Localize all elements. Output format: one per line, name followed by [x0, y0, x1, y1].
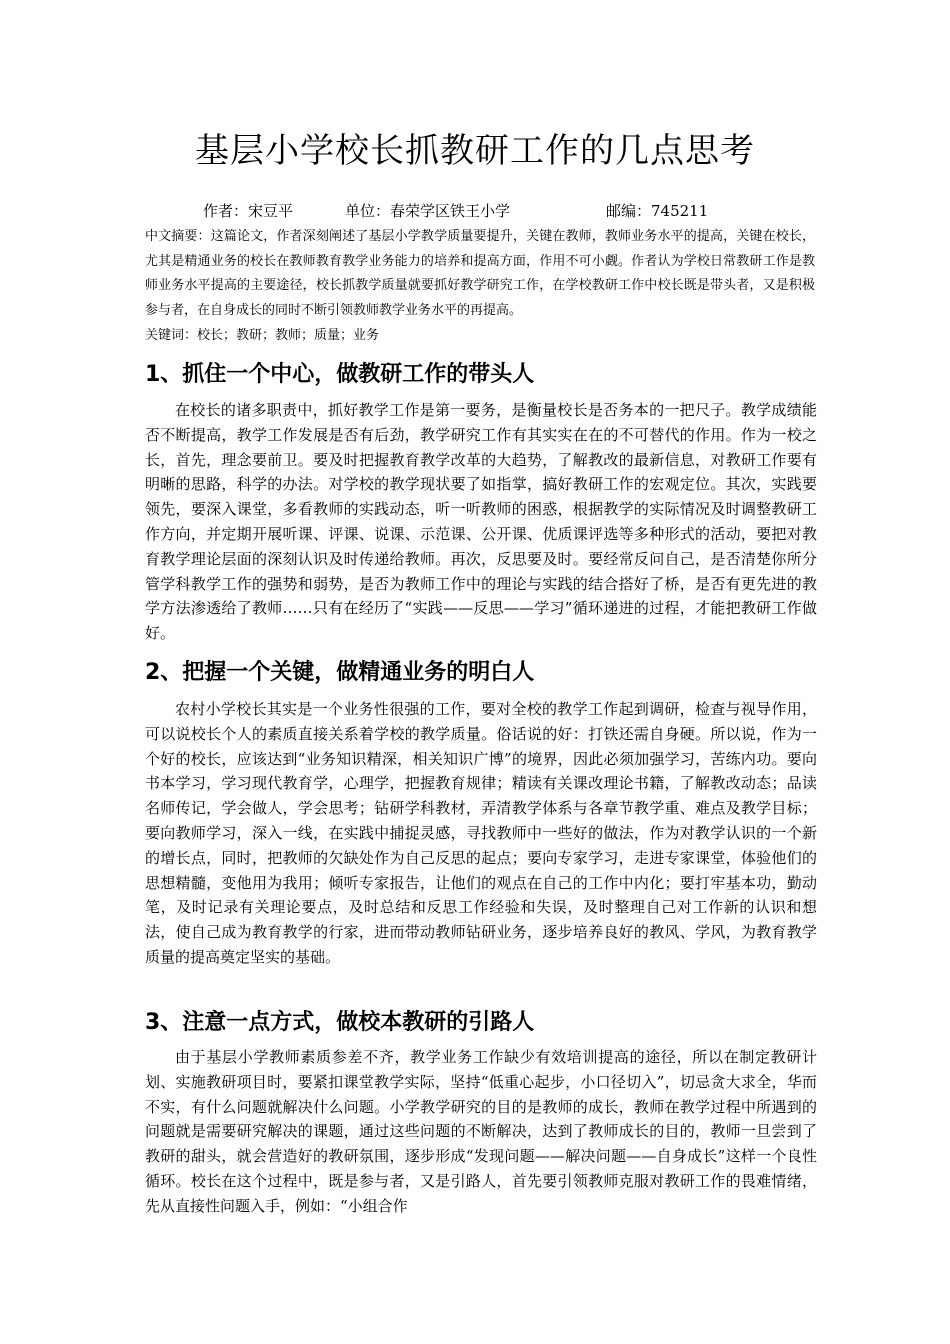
postcode-line: 邮编：745211 [606, 202, 709, 220]
abstract-paragraph: 中文摘要：这篇论文，作者深刻阐述了基层小学教学质量要提升，关键在教师，教师业务水平的提高，关键在校长，尤其是精通业务的校长在教师教育教学业务能力的培养和提高方面，作用不可小觑。作者认为学校日常教研工作是教师业务水平提高的主要途径，校长抓教学质量就要抓好教学研究工作，在学校教研工作中校长既是带头者，又是积极参与者，在自身成长的同时不断引领教师教学业务水平的再提高。 [145, 229, 815, 318]
section-2-heading: 2、把握一个关键，做精通业务的明白人 [145, 660, 535, 685]
section-3-body: 由于基层小学教师素质参差不齐，教学业务工作缺少有效培训提高的途径，所以在制定教研计划、实施教研项目时，要紧扣课堂教学实际，坚持“低重心起步，小口径切入”，切忌贪大求全，华而不实，有什么问题就解决什么问题。小学教学研究的目的是教师的成长，教师在教学过程中所遇到的问题就是需要研究解决的课题，通过这些问题的不断解决，达到了教师成长的目的，教师一旦尝到了教研的甜头，就会营造好的教研氛围，逐步形成“发现问题——解决问题——自身成长”这样一个良性循环。校长在这个过程中，既是参与者，又是引路人，首先要引领教师克服对教研工作的畏难情绪，先从直接性问题入手，例如：“小组合作 [145, 1048, 817, 1215]
section-1-heading: 1、抓住一个中心，做教研工作的带头人 [145, 362, 535, 387]
unit-line: 单位：春荣学区铁王小学 [345, 202, 511, 220]
keywords-line: 关键词：校长；教研；教师；质量；业务 [145, 328, 380, 343]
document-title: 基层小学校长抓教研工作的几点思考 [195, 131, 755, 171]
author-line: 作者：宋豆平 [203, 202, 294, 220]
section-1-body: 在校长的诸多职责中，抓好教学工作是第一要务，是衡量校长是否务本的一把尺子。教学成绩能否不断提高，教学工作发展是否有后劲，教学研究工作有其实实在在的不可替代的作用。作为一校之长，首先，理念要前卫。要及时把握教育教学改革的大趋势，了解教改的最新信息，对教研工作要有明晰的思路，科学的办法。对学校的教学现状要了如指掌，搞好教研工作的宏观定位。其次，实践要领先，要深入课堂，多看教师的实践动态，听一听教师的困惑，根据教学的实际情况及时调整教研工作方向，并定期开展听课、评课、说课、示范课、公开课、优质课评选等多种形式的活动，要把对教育教学理论层面的深刻认识及时传递给教师。再次，反思要及时。要经常反问自己，是否清楚你所分管学科教学工作的强势和弱势，是否为教师工作中的理论与实践的结合搭好了桥，是否有更先进的教学方法渗透给了教师……只有在经历了“实践——反思——学习”循环递进的过程，才能把教研工作做好。 [145, 401, 817, 643]
section-3-heading: 3、注意一点方式，做校本教研的引路人 [145, 1010, 535, 1035]
section-2-body: 农村小学校长其实是一个业务性很强的工作，要对全校的教学工作起到调研，检查与视导作用，可以说校长个人的素质直接关系着学校的教学质量。俗话说的好：打铁还需自身硬。所以说，作为一个好的校长，应该达到“业务知识精深，相关知识广博”的境界，因此必须加强学习，苦练内功。要向书本学习，学习现代教育学，心理学，把握教育规律；精读有关课改理论书籍，了解教改动态；品读名师传记，学会做人，学会思考；钻研学科教材，弄清教学体系与各章节教学重、难点及教学目标；要向教师学习，深入一线，在实践中捕捉灵感，寻找教师中一些好的做法，作为对教学认识的一个新的增长点，同时，把教师的欠缺处作为自己反思的起点；要向专家学习，走进专家课堂，体验他们的思想精髓，变他用为我用；倾听专家报告，让他们的观点在自己的工作中内化；要打牢基本功，勤动笔，及时记录有关理论要点，及时总结和反思工作经验和失误，及时整理自己对工作新的认识和想法，使自己成为教育教学的行家，进而带动教师钻研业务，逐步培养良好的教风、学风，为教育教学质量的提高奠定坚实的基础。 [145, 700, 817, 966]
